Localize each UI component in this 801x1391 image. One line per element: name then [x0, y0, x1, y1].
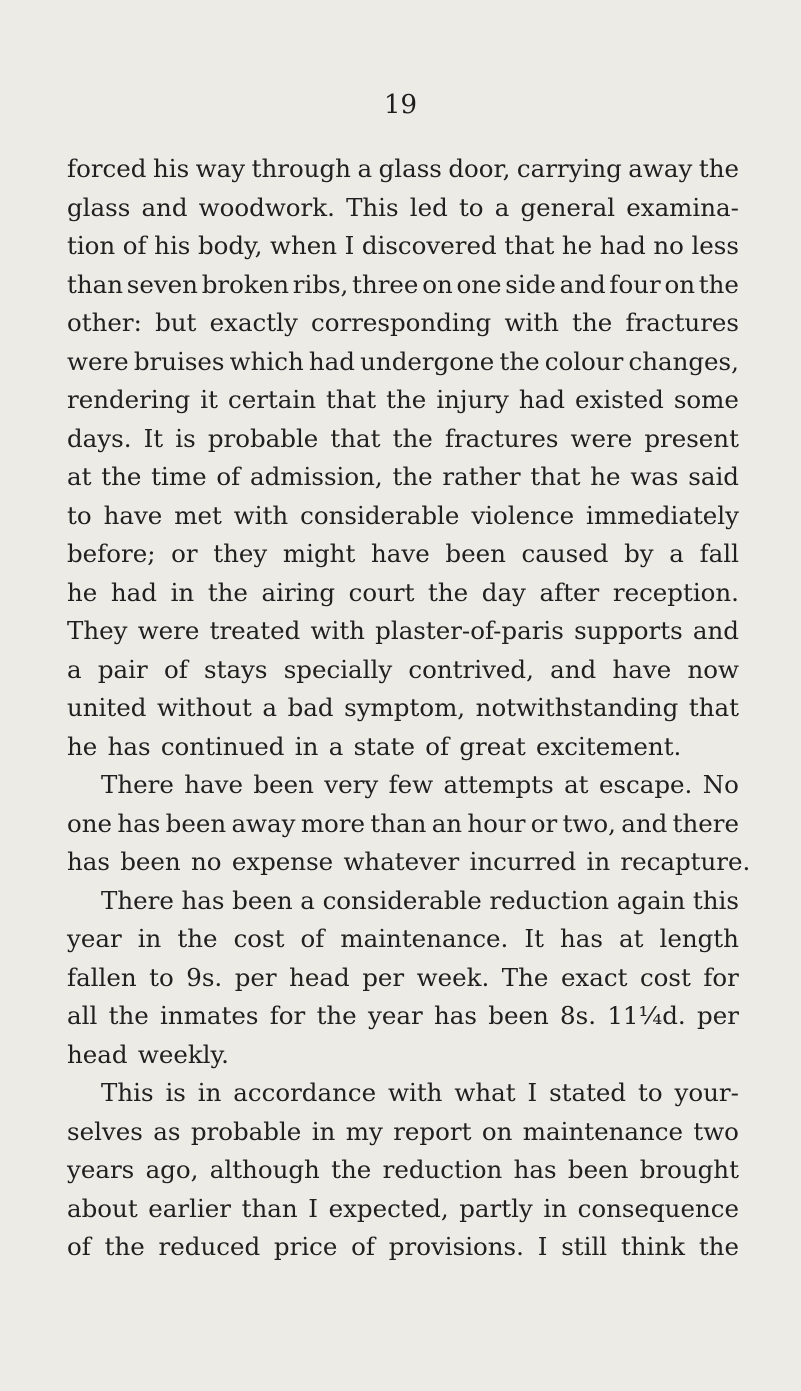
word: on: [422, 269, 453, 299]
word: at: [564, 770, 589, 799]
text-line: [67, 227, 739, 266]
word: with: [310, 616, 365, 645]
word: length: [659, 924, 739, 953]
word: had: [518, 385, 565, 414]
word: been: [120, 847, 181, 876]
word: this: [692, 885, 739, 915]
word: to: [67, 500, 92, 530]
word: forced: [67, 154, 147, 183]
word: the: [428, 577, 469, 607]
text-line: [67, 458, 739, 497]
word: had: [599, 231, 646, 260]
word: day: [481, 577, 526, 607]
word: although: [209, 1155, 320, 1184]
word: years: [67, 1155, 135, 1184]
word: 11¼d.: [607, 1001, 686, 1030]
word: the: [207, 577, 248, 607]
word: no: [191, 847, 222, 876]
word: has: [559, 924, 603, 953]
word: expected,: [328, 1193, 449, 1223]
word: been: [253, 770, 314, 799]
word: per: [697, 1001, 739, 1030]
word: a: [300, 885, 315, 915]
word: were: [570, 423, 633, 453]
word: or: [530, 808, 558, 838]
text-line: [67, 1036, 739, 1075]
word: of: [300, 924, 325, 953]
text-line: [67, 920, 739, 959]
word: some: [673, 385, 739, 414]
word: discovered: [361, 231, 497, 260]
text-line: [67, 843, 751, 882]
word: the: [698, 269, 739, 299]
text-line: [67, 343, 739, 382]
word: after: [539, 577, 600, 607]
word: 8s.: [560, 1001, 596, 1030]
word: his: [154, 231, 191, 260]
word: examina-: [626, 192, 739, 222]
word: seven: [126, 269, 198, 299]
word: about: [67, 1193, 138, 1223]
page-number: 19: [383, 90, 418, 120]
word: the: [177, 924, 218, 953]
word: in: [137, 924, 162, 953]
word: consequence: [577, 1193, 739, 1223]
text-line: [67, 689, 739, 728]
word: that: [530, 462, 581, 491]
word: specially: [283, 654, 393, 684]
word: is: [165, 1078, 186, 1107]
word: supports: [574, 616, 683, 645]
word: treated: [209, 616, 301, 645]
word: cost: [233, 924, 285, 953]
word: to: [638, 1078, 663, 1107]
word: were: [67, 346, 129, 376]
word: is: [175, 423, 196, 453]
word: woodwork.: [198, 192, 335, 222]
word: per: [362, 962, 405, 992]
text-line: [67, 497, 739, 536]
word: caused: [521, 539, 609, 568]
word: fractures: [444, 423, 559, 453]
word: have: [184, 770, 243, 799]
text-line: [67, 304, 739, 343]
word: been: [165, 808, 227, 838]
text-line: [67, 266, 739, 305]
word: of: [122, 231, 147, 260]
word: more: [300, 808, 366, 838]
word: year: [67, 924, 122, 953]
word: still: [561, 1232, 608, 1261]
word: a: [262, 693, 277, 722]
word: that: [504, 231, 555, 260]
word: ribs,: [292, 269, 349, 299]
word: what: [454, 1078, 516, 1107]
word: hour: [467, 808, 526, 838]
word: continued: [160, 731, 285, 761]
word: fallen: [67, 962, 137, 992]
word: contrived,: [408, 654, 534, 684]
text-line: [67, 1151, 739, 1190]
word: reception.: [612, 577, 739, 607]
word: partly: [459, 1193, 533, 1223]
word: three: [352, 269, 419, 299]
word: of: [351, 1232, 375, 1261]
word: again: [616, 885, 686, 915]
word: the: [572, 308, 613, 337]
word: considerable: [322, 885, 482, 915]
word: I: [527, 1078, 538, 1107]
word: 9s.: [186, 962, 223, 992]
word: the: [331, 1155, 372, 1184]
word: two,: [562, 808, 616, 838]
word: way: [195, 154, 246, 183]
word: general: [520, 192, 616, 222]
word: maintenance: [522, 1116, 683, 1146]
word: no: [653, 231, 684, 260]
word: think: [620, 1232, 686, 1261]
word: ago,: [145, 1155, 199, 1184]
word: few: [388, 770, 434, 799]
word: been: [445, 539, 506, 568]
word: away: [231, 808, 296, 838]
word: in: [586, 847, 611, 876]
word: all: [67, 1001, 98, 1030]
word: report: [393, 1116, 472, 1146]
word: with: [388, 1078, 443, 1107]
word: before;: [67, 539, 156, 568]
word: glass: [67, 192, 131, 222]
word: to: [458, 192, 484, 222]
word: away: [628, 154, 693, 183]
text-line: [67, 997, 739, 1036]
word: probable: [190, 1116, 302, 1146]
word: of: [67, 1232, 91, 1261]
word: the: [392, 462, 433, 491]
word: than: [67, 269, 124, 299]
word: the: [392, 423, 433, 453]
word: They: [67, 616, 128, 645]
word: as: [153, 1116, 181, 1146]
word: pair: [97, 654, 148, 684]
word: and: [692, 616, 739, 645]
word: now: [687, 654, 739, 684]
word: notwithstanding: [475, 693, 679, 722]
word: admission,: [250, 462, 383, 491]
text-line: [67, 728, 739, 767]
word: violence: [471, 500, 575, 530]
word: that: [688, 693, 739, 722]
word: existed: [575, 385, 664, 414]
word: might: [282, 539, 356, 568]
word: the: [101, 462, 142, 491]
word: he: [67, 577, 98, 607]
word: his: [152, 154, 190, 183]
word: led: [409, 192, 448, 222]
word: he: [590, 462, 621, 491]
word: selves: [67, 1116, 143, 1146]
word: and: [559, 269, 606, 299]
text-line: [67, 1190, 739, 1229]
word: my: [345, 1116, 383, 1146]
text-line: [67, 1228, 739, 1267]
word: the: [499, 346, 540, 376]
word: a: [357, 154, 373, 183]
word: other:: [67, 308, 142, 337]
word: he: [561, 231, 593, 260]
word: maintenance.: [340, 924, 509, 953]
word: with: [233, 500, 289, 530]
text-line: [67, 381, 739, 420]
word: two: [693, 1116, 739, 1146]
word: I: [537, 1232, 548, 1261]
word: stays: [204, 654, 268, 684]
word: the: [386, 385, 427, 414]
word: a: [67, 654, 82, 684]
text-line: [67, 612, 739, 651]
word: It: [524, 924, 544, 953]
word: per: [234, 962, 277, 992]
word: exact: [560, 962, 628, 992]
word: the: [108, 1001, 149, 1030]
word: of: [216, 462, 241, 491]
word: when: [270, 231, 338, 260]
word: incurred: [469, 847, 577, 876]
word: I: [308, 1193, 318, 1223]
word: been: [488, 1001, 549, 1030]
text-line: [67, 805, 739, 844]
word: great: [459, 731, 526, 761]
word: There: [101, 770, 174, 799]
word: plaster-of-paris: [375, 616, 564, 645]
word: had: [308, 346, 355, 376]
word: fall: [699, 539, 739, 568]
text-line: [67, 150, 739, 189]
word: This: [101, 1078, 154, 1107]
word: days.: [67, 423, 132, 453]
word: of: [163, 654, 188, 684]
word: met: [174, 500, 222, 530]
word: certain: [227, 385, 316, 414]
word: on: [664, 269, 696, 299]
text-line: [67, 574, 739, 613]
word: state: [353, 731, 415, 761]
word: that: [330, 423, 381, 453]
word: had: [110, 577, 157, 607]
word: and: [550, 654, 597, 684]
word: whatever: [343, 847, 460, 876]
word: brought: [639, 1155, 739, 1184]
word: carrying: [516, 154, 622, 183]
word: changes,: [628, 346, 739, 376]
word: glass: [378, 154, 442, 183]
word: but: [155, 308, 197, 337]
word: in: [543, 1193, 568, 1223]
word: a: [328, 731, 344, 761]
word: at: [619, 924, 644, 953]
word: It: [143, 423, 164, 453]
word: for: [269, 1001, 306, 1030]
word: year: [368, 1001, 423, 1030]
word: one: [456, 269, 502, 299]
word: there: [672, 808, 739, 838]
word: probable: [207, 423, 319, 453]
word: have: [103, 500, 163, 530]
word: symptom,: [344, 693, 466, 722]
word: and: [141, 192, 188, 222]
word: at: [67, 462, 92, 491]
word: four: [609, 269, 661, 299]
text-line: [67, 882, 739, 921]
word: it: [200, 385, 218, 414]
word: has: [181, 885, 225, 915]
word: immediately: [586, 500, 739, 530]
word: the: [104, 1232, 145, 1261]
word: or: [171, 539, 198, 568]
word: The: [501, 962, 549, 992]
word: very: [324, 770, 379, 799]
word: reduction: [489, 885, 610, 915]
word: This: [346, 192, 399, 222]
word: present: [644, 423, 739, 453]
word: has: [107, 731, 151, 761]
word: There: [101, 885, 174, 915]
text-line: [67, 651, 739, 690]
word: in: [197, 1078, 222, 1107]
word: week.: [416, 962, 490, 992]
word: weekly.: [137, 1039, 229, 1069]
word: exactly: [209, 308, 298, 337]
word: than: [241, 1193, 298, 1223]
word: excitement.: [535, 731, 682, 761]
word: broken: [201, 269, 289, 299]
word: have: [612, 654, 672, 684]
word: has: [67, 847, 110, 876]
word: a: [669, 539, 684, 568]
word: that: [326, 385, 377, 414]
word: recapture.: [620, 847, 751, 876]
word: side: [505, 269, 556, 299]
word: been: [567, 1155, 629, 1184]
word: provisions.: [388, 1232, 524, 1261]
word: fractures: [625, 308, 739, 337]
word: which: [229, 346, 304, 376]
word: considerable: [300, 500, 460, 530]
word: body,: [197, 231, 263, 260]
word: stated: [549, 1078, 627, 1107]
word: attempts: [443, 770, 554, 799]
word: in: [311, 1116, 336, 1146]
word: the: [316, 1001, 357, 1030]
word: a: [494, 192, 510, 222]
word: price: [273, 1232, 338, 1261]
word: have: [370, 539, 430, 568]
word: tion: [67, 231, 116, 260]
word: time: [151, 462, 207, 491]
text-line: [67, 959, 739, 998]
word: in: [294, 731, 319, 761]
word: the: [698, 1232, 739, 1261]
word: for: [703, 962, 739, 992]
word: rendering: [67, 385, 191, 414]
word: has: [433, 1001, 477, 1030]
text-line: [67, 420, 739, 459]
word: in: [170, 577, 195, 607]
word: inmates: [160, 1001, 259, 1030]
word: colour: [544, 346, 624, 376]
text-line: [67, 535, 739, 574]
word: was: [630, 462, 679, 491]
word: undergone: [360, 346, 495, 376]
word: the: [698, 154, 739, 183]
word: without: [157, 693, 252, 722]
word: bruises: [133, 346, 225, 376]
word: and: [621, 808, 668, 838]
word: less: [691, 231, 739, 260]
word: accordance: [233, 1078, 377, 1107]
word: one: [67, 808, 113, 838]
word: door,: [448, 154, 511, 183]
word: been: [232, 885, 293, 915]
word: expense: [231, 847, 334, 876]
word: said: [688, 462, 739, 491]
word: airing: [261, 577, 335, 607]
word: corresponding: [311, 308, 492, 337]
word: cost: [639, 962, 691, 992]
word: an: [431, 808, 463, 838]
word: No: [702, 770, 739, 799]
word: with: [504, 308, 559, 337]
text-line: [67, 766, 739, 805]
word: I: [344, 231, 355, 260]
word: reduced: [158, 1232, 261, 1261]
word: bad: [287, 693, 334, 722]
body-text: [67, 150, 751, 1267]
word: united: [67, 693, 147, 722]
word: head: [67, 1039, 128, 1069]
word: has: [117, 808, 161, 838]
word: to: [149, 962, 174, 992]
word: than: [370, 808, 427, 838]
word: head: [289, 962, 350, 992]
word: reduction: [382, 1155, 503, 1184]
word: rather: [442, 462, 521, 491]
word: were: [137, 616, 200, 645]
word: through: [251, 154, 351, 183]
word: they: [213, 539, 268, 568]
word: of: [425, 731, 450, 761]
word: by: [624, 539, 654, 568]
word: court: [348, 577, 415, 607]
word: escape.: [598, 770, 693, 799]
word: he: [67, 731, 98, 761]
text-line: [67, 1113, 739, 1152]
word: earlier: [148, 1193, 231, 1223]
word: on: [481, 1116, 513, 1146]
text-line: [67, 189, 739, 228]
word: injury: [436, 385, 509, 414]
text-line: [67, 1074, 739, 1113]
word: has: [513, 1155, 557, 1184]
word: your-: [674, 1078, 739, 1107]
